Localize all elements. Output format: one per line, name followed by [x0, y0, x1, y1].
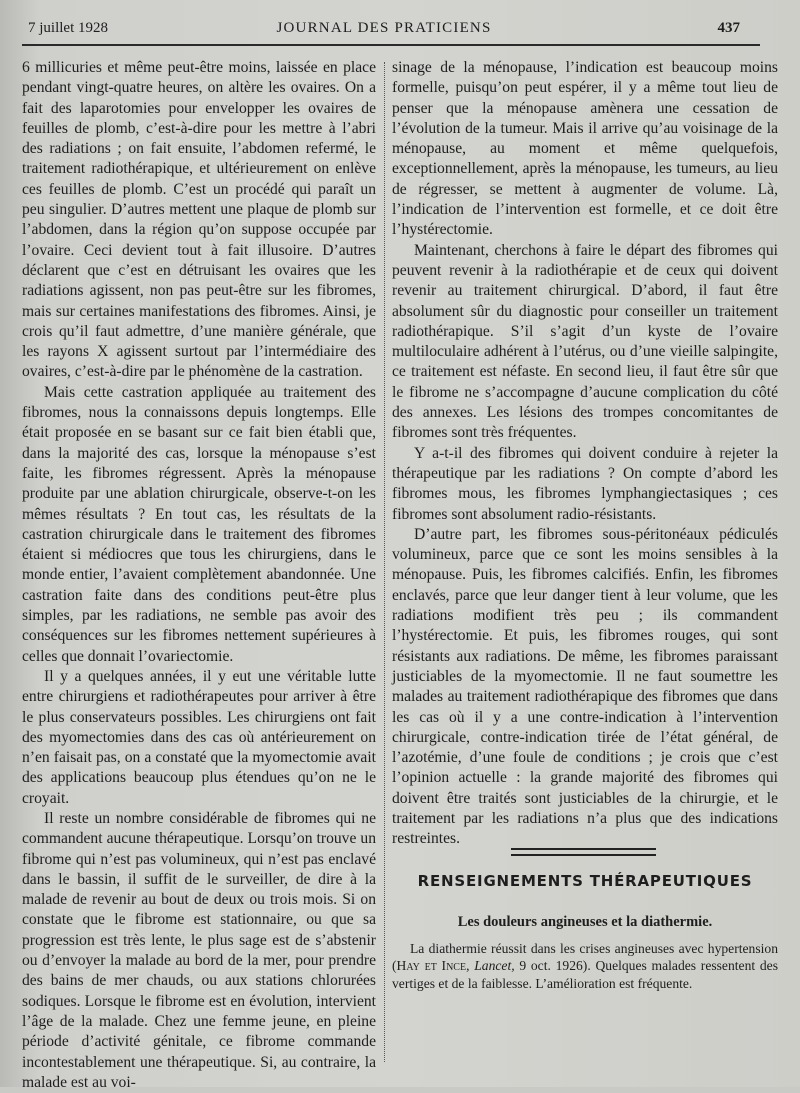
left-paragraph-3: Il y a quelques années, il y eut une véritable lutte entre chirurgiens et radiothérapeutes pour arriver à être le plus conservateurs possibles. Les chirurgiens ont fait des myomectomies dans des cas où antérieurement on n’en faisait pas, on a constaté que la myomectomie avait des applications beaucoup plus étendues qu’on ne le croyait. — [22, 667, 376, 807]
article-paragraph — [392, 940, 778, 992]
journal-title: JOURNAL DES PRATICIENS — [276, 20, 492, 36]
note-start: La diathermie réussit dans les crises angineuses avec hypertension ( — [392, 941, 778, 974]
right-paragraph-4: D’autre part, les fibromes sous-péritonéaux pédiculés volumineux, parce que ce sont les moins sensibles à la ménopause. Puis, les fibromes calcifiés. Enfin, les fibromes enclavés, parce que leur danger tient à leur volume, que les radiations modifient très peu ; ils commandent l’hystérectomie. Et puis, les fibromes rouges, qui sont résistants aux radiations. De même, les fibromes paraissant justiciables de la myomectomie. Il ne faut soumettre les malades au traitement radiothérapique des fibromes que dans les cas où il y a une contre-indication à l’intervention chirurgicale, contre-indication tirée de l’état général, de l’azotémie, d’une foule de conditions ; je crois que c’est l’opinion actuelle : la grande majorité des fibromes qui doivent être traités sont justiciables de la chirurgie, et le traitement par les radiations n’a plus que des indications restreintes. — [392, 525, 778, 848]
page-number: 437 — [717, 20, 740, 36]
section-title: RENSEIGNEMENTS THÉRAPEUTIQUES — [417, 872, 753, 890]
column-divider — [384, 62, 385, 1062]
header-rule — [22, 44, 760, 46]
right-paragraph-3: Y a-t-il des fibromes qui doivent conduire à rejeter la thérapeutique par les radiations ? On compte d’abord les fibromes mous, les fibromes lymphangiectasiques ; ces fibromes sont absolument radio-résistants. — [392, 444, 778, 523]
note-authors: Hay et Ince, — [396, 958, 470, 974]
left-paragraph-2: Mais cette castration appliquée au traitement des fibromes, nous la connaissons depuis longtemps. Elle était proposée en se basant sur ce fait bien établi que, dans la majorité des cas, lorsque la ménopause s’est faite, les fibromes régressent. Après la ménopause produite par une ablation chirurgicale, observe-t-on les mêmes résultats ? En tout cas, les résultats de la castration chirurgicale dans le traitement des fibromes étaient si médiocres que tous les chirurgiens, dans le monde entier, l’avaient complètement abandonnée. Une castration faite dans des conditions peut-être plus simples, par les radiations, ne semble pas avoir des conséquences sur les fibromes nettement supérieures à celles que donnait l’ovariectomie. — [22, 383, 376, 665]
note-journal: Lancet, — [474, 958, 515, 974]
page-header — [28, 18, 740, 42]
note-date: 9 oct. 1926). Quelques malades ressentent des vertiges et de la faiblesse. L’amélioration est fréquente. — [392, 958, 778, 991]
right-paragraph-1: sinage de la ménopause, l’indication est beaucoup moins formelle, puisqu’on peut espérer, il y a même tout lieu de penser que la ménopause amènera une cessation de l’évolution de la tumeur. Mais il arrive qu’au voisinage de la ménopause, au moment et même quelquefois, exceptionnellement, après la ménopause, les tumeurs, au lieu de régresser, se mettent à augmenter de volume. Là, l’indication de l’intervention est formelle, et ce doit être l’hystérectomie. — [392, 59, 778, 239]
left-paragraph-1: 6 millicuries et même peut-être moins, laissée en place pendant vingt-quatre heures, on altère les ovaires. On a fait des laparotomies pour envelopper les ovaires de feuilles de plomb, c’est-à-dire pour les mettre à l’abri des radiations ; on fait ensuite, l’abdomen refermé, le traitement radiothérapique, et ultérieurement on enlève ces feuilles de plomb. C’est un procédé qui paraît un peu singulier. D’autres mettent une plaque de plomb sur l’abdomen, dans la région qu’on suppose occupée par l’ovaire. Ceci devient tout à fait illusoire. D’autres déclarent que c’est en détruisant les ovaires que les radiations agissent, non pas peut-être sur les fibromes, mais sur certaines manifestations des fibromes. Ainsi, je crois qu’il faut admettre, d’une manière générale, que les rayons X agissent surtout par l’intermédiaire des ovaires, c’est-à-dire par le phénomène de la castration. — [22, 59, 376, 381]
left-paragraph-4: Il reste un nombre considérable de fibromes qui ne commandent aucune thérapeutique. Lorsqu’on trouve un fibrome qui n’est pas volumineux, qui n’est pas enclavé dans le bassin, il suffit de le surveiller, de dire à la malade de revenir au bout de deux ou trois mois. Si on constate que le fibrome est stationnaire, ou que sa progression est très lente, le plus sage est de s’abstenir ou d’envoyer la malade au bord de la mer, pour prendre des bains de mer chauds, ou aux stations chlorurées sodiques. Lorsque le fibrome est en évolution, intervient l’âge de la malade. Chez une femme jeune, en pleine période d’activité génitale, ce fibrome commande incontestablement une thérapeutique. Si, au contraire, la malade est au voi- — [22, 809, 376, 1091]
article-title: Les douleurs angineuses et la diathermie. — [457, 914, 713, 930]
right-column — [392, 58, 778, 850]
section-separator — [511, 848, 656, 856]
left-column — [22, 58, 376, 1093]
right-paragraph-2: Maintenant, cherchons à faire le départ des fibromes qui peuvent revenir à la radiothérapie et de ceux qui doivent revenir au traitement chirurgical. D’abord, il faut être absolument sûr du diagnostic pour conseiller un traitement radiothérapique. S’il s’agit d’un kyste de l’ovaire multiloculaire adhérent à l’utérus, ou d’une vieille salpingite, ce traitement est néfaste. En second lieu, il faut être sûr que le fibrome ne s’accompagne d’aucune complication du côté des annexes. Les lésions des trompes concomitantes de fibromes sont très fréquentes. — [392, 241, 778, 442]
article-body — [392, 940, 778, 992]
header-date: 7 juillet 1928 — [28, 20, 108, 36]
